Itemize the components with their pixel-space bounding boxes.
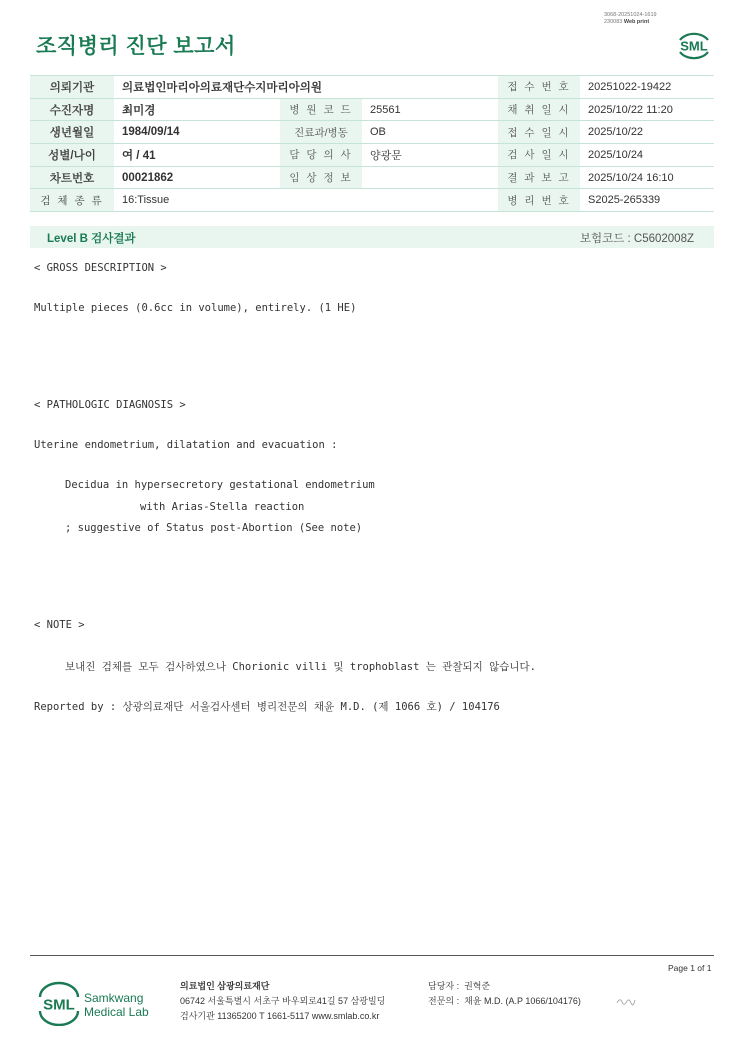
logo-name-line-1: Samkwang [84, 991, 144, 1005]
label-clinical-info: 임 상 정 보 [280, 166, 362, 189]
value-institution: 의료법인마리아의료재단수지마리아의원 [114, 76, 498, 99]
value-specimen-type: 16:Tissue [114, 189, 498, 212]
value-birth-date: 1984/09/14 [114, 121, 280, 144]
specialist-name: 채윤 M.D. (A.P 1066/104176) [464, 996, 581, 1006]
footer-logo-text: SML [43, 996, 75, 1014]
info-row-specimen [30, 189, 714, 212]
gross-description-header: < GROSS DESCRIPTION > [34, 262, 167, 274]
label-report-time: 결 과 보 고 [498, 166, 580, 189]
note-header: < NOTE > [34, 619, 85, 631]
value-test-date: 2025/10/24 [580, 144, 714, 167]
label-sex-age: 성별/나이 [30, 144, 114, 167]
label-collection-time: 채 취 일 시 [498, 98, 580, 121]
manager-label: 담당자 : [428, 981, 460, 991]
footer-divider [30, 955, 714, 956]
sml-logo-icon [674, 26, 714, 64]
web-print-label: Web print [623, 19, 650, 25]
label-specimen-type: 검 체 종 류 [30, 189, 114, 212]
footer-org-name: 의료법인 삼광의료재단 [180, 981, 270, 991]
pathologic-diagnosis-header: < PATHOLOGIC DIAGNOSIS > [34, 399, 186, 411]
label-patient-name: 수진자명 [30, 98, 114, 121]
print-meta [604, 12, 684, 26]
diagnosis-line-3: with Arias-Stella reaction [140, 501, 305, 513]
footer-contact: 검사기관 11365200 T 1661-5117 www.smlab.co.kr [180, 1011, 380, 1021]
footer-staff-block [428, 979, 581, 1009]
report-title: 조직병리 진단 보고서 [36, 35, 236, 58]
info-row-birth [30, 121, 714, 144]
label-institution: 의뢰기관 [30, 76, 114, 99]
info-row-institution [30, 76, 714, 99]
print-meta-seq: 230083 [604, 19, 623, 25]
label-birth-date: 생년월일 [30, 121, 114, 144]
result-level-label: Level B 검사결과 [47, 233, 136, 245]
value-department: OB [362, 121, 498, 144]
value-hospital-code: 25561 [362, 98, 498, 121]
value-sex-age: 여 / 41 [114, 144, 280, 167]
footer-address: 06742 서울특별시 서초구 바우뫼로41길 57 삼광빌딩 [180, 996, 386, 1006]
patient-info-table [30, 75, 714, 212]
diagnosis-line-1: Uterine endometrium, dilatation and evacuation : [34, 439, 338, 451]
page-number: Page 1 of 1 [668, 963, 712, 973]
note-text: 보내진 검체를 모두 검사하였으나 Chorionic villi 및 trophoblast 는 관찰되지 않습니다. [65, 661, 537, 673]
logo-name-line-2: Medical Lab [84, 1005, 149, 1019]
value-accession-no: 20251022-19422 [580, 76, 714, 99]
value-chart-no: 00021862 [114, 166, 280, 189]
manager-name: 권혁준 [464, 981, 491, 991]
value-report-time: 2025/10/24 16:10 [580, 166, 714, 189]
print-meta-id: 3068-20251024-1619 [604, 12, 657, 18]
value-pathology-no: S2025-265339 [580, 189, 714, 212]
value-clinical-info [362, 166, 498, 189]
info-row-sex-age [30, 144, 714, 167]
result-level-bar [30, 226, 714, 248]
info-row-patient [30, 98, 714, 121]
label-pathology-no: 병 리 번 호 [498, 189, 580, 212]
signature-icon [616, 995, 636, 1007]
diagnosis-line-4: ; suggestive of Status post-Abortion (See note) [65, 522, 363, 534]
label-physician: 담 당 의 사 [280, 144, 362, 167]
label-chart-no: 차트번호 [30, 166, 114, 189]
samkwang-logo-icon [36, 980, 160, 1026]
info-row-chart [30, 166, 714, 189]
sml-logo-text: SML [680, 38, 708, 54]
gross-description-text: Multiple pieces (0.6cc in volume), entirely. (1 HE) [34, 302, 357, 314]
value-receipt-date: 2025/10/22 [580, 121, 714, 144]
value-patient-name: 최미경 [114, 98, 280, 121]
value-physician: 양광문 [362, 144, 498, 167]
footer-org-block [180, 979, 385, 1024]
diagnosis-line-2: Decidua in hypersecretory gestational endometrium [65, 479, 375, 491]
label-receipt-date: 접 수 일 시 [498, 121, 580, 144]
insurance-code: 보험코드 : C5602008Z [579, 233, 694, 245]
label-hospital-code: 병 원 코 드 [280, 98, 362, 121]
label-test-date: 검 사 일 시 [498, 144, 580, 167]
label-accession-no: 접 수 번 호 [498, 76, 580, 99]
value-collection-time: 2025/10/22 11:20 [580, 98, 714, 121]
specialist-label: 전문의 : [428, 996, 460, 1006]
label-department: 진료과/병동 [280, 121, 362, 144]
reported-by: Reported by : 상광의료재단 서울검사센터 병리전문의 채윤 M.D. (제 1066 호) / 104176 [34, 701, 500, 713]
